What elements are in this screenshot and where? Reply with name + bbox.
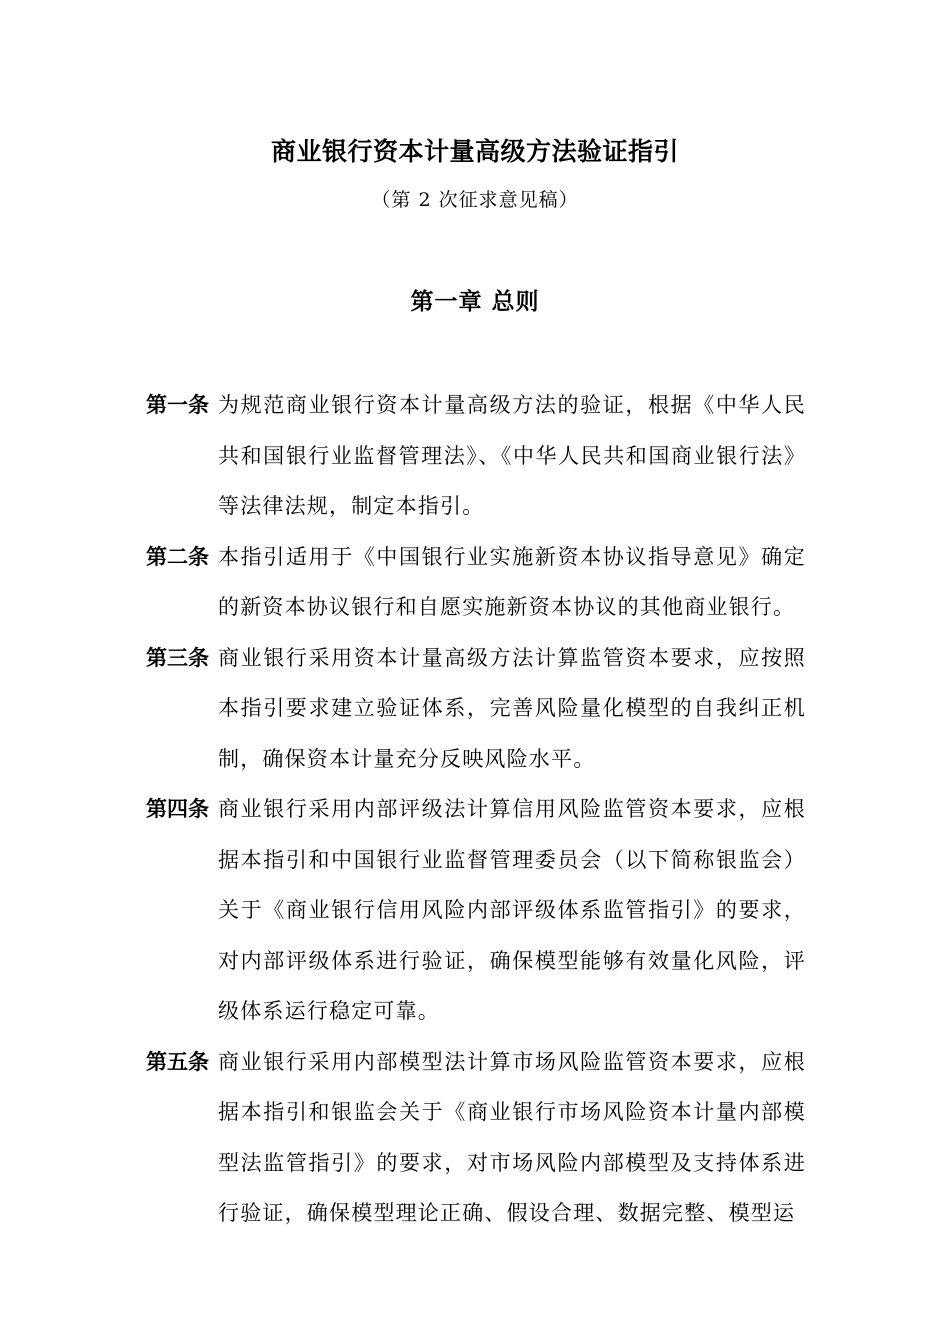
- article-text: 商业银行采用资本计量高级方法计算监管资本要求，应按照本指引要求建立验证体系，完善风险量化模型的自我纠正机制，确保资本计量充分反映风险水平。: [218, 645, 806, 771]
- article-3: [146, 633, 806, 785]
- article-label: 第三条: [146, 645, 209, 670]
- article-5: [146, 1037, 806, 1239]
- article-4: [146, 784, 806, 1037]
- article-text: 商业银行采用内部模型法计算市场风险监管资本要求，应根据本指引和银监会关于《商业银行市场风险资本计量内部模型法监管指引》的要求，对市场风险内部模型及支持体系进行验证，确保模型理论正确、假设合理、数据完整、模型运: [218, 1049, 806, 1225]
- article-text: 商业银行采用内部评级法计算信用风险监管资本要求，应根据本指引和中国银行业监督管理委员会（以下简称银监会）关于《商业银行信用风险内部评级体系监管指引》的要求，对内部评级体系进行验证，确保模型能够有效量化风险，评级体系运行稳定可靠。: [218, 797, 806, 1023]
- article-text: 为规范商业银行资本计量高级方法的验证，根据《中华人民共和国银行业监督管理法》、《中华人民共和国商业银行法》等法律法规，制定本指引。: [218, 393, 806, 518]
- document-title: 商业银行资本计量高级方法验证指引: [270, 137, 679, 166]
- article-label: 第二条: [146, 544, 209, 569]
- article-list: [146, 380, 806, 1239]
- article-text: 本指引适用于《中国银行业实施新资本协议指导意见》确定的新资本协议银行和自愿实施新资本协议的其他商业银行。: [218, 544, 806, 619]
- article-1: [146, 380, 806, 532]
- document-subtitle: （第 2 次征求意见稿）: [371, 189, 579, 211]
- article-label: 第一条: [146, 393, 209, 417]
- article-2: [146, 532, 806, 633]
- chapter-title: 第一章 总则: [410, 289, 540, 315]
- article-label: 第五条: [146, 1049, 209, 1074]
- article-label: 第四条: [146, 797, 209, 821]
